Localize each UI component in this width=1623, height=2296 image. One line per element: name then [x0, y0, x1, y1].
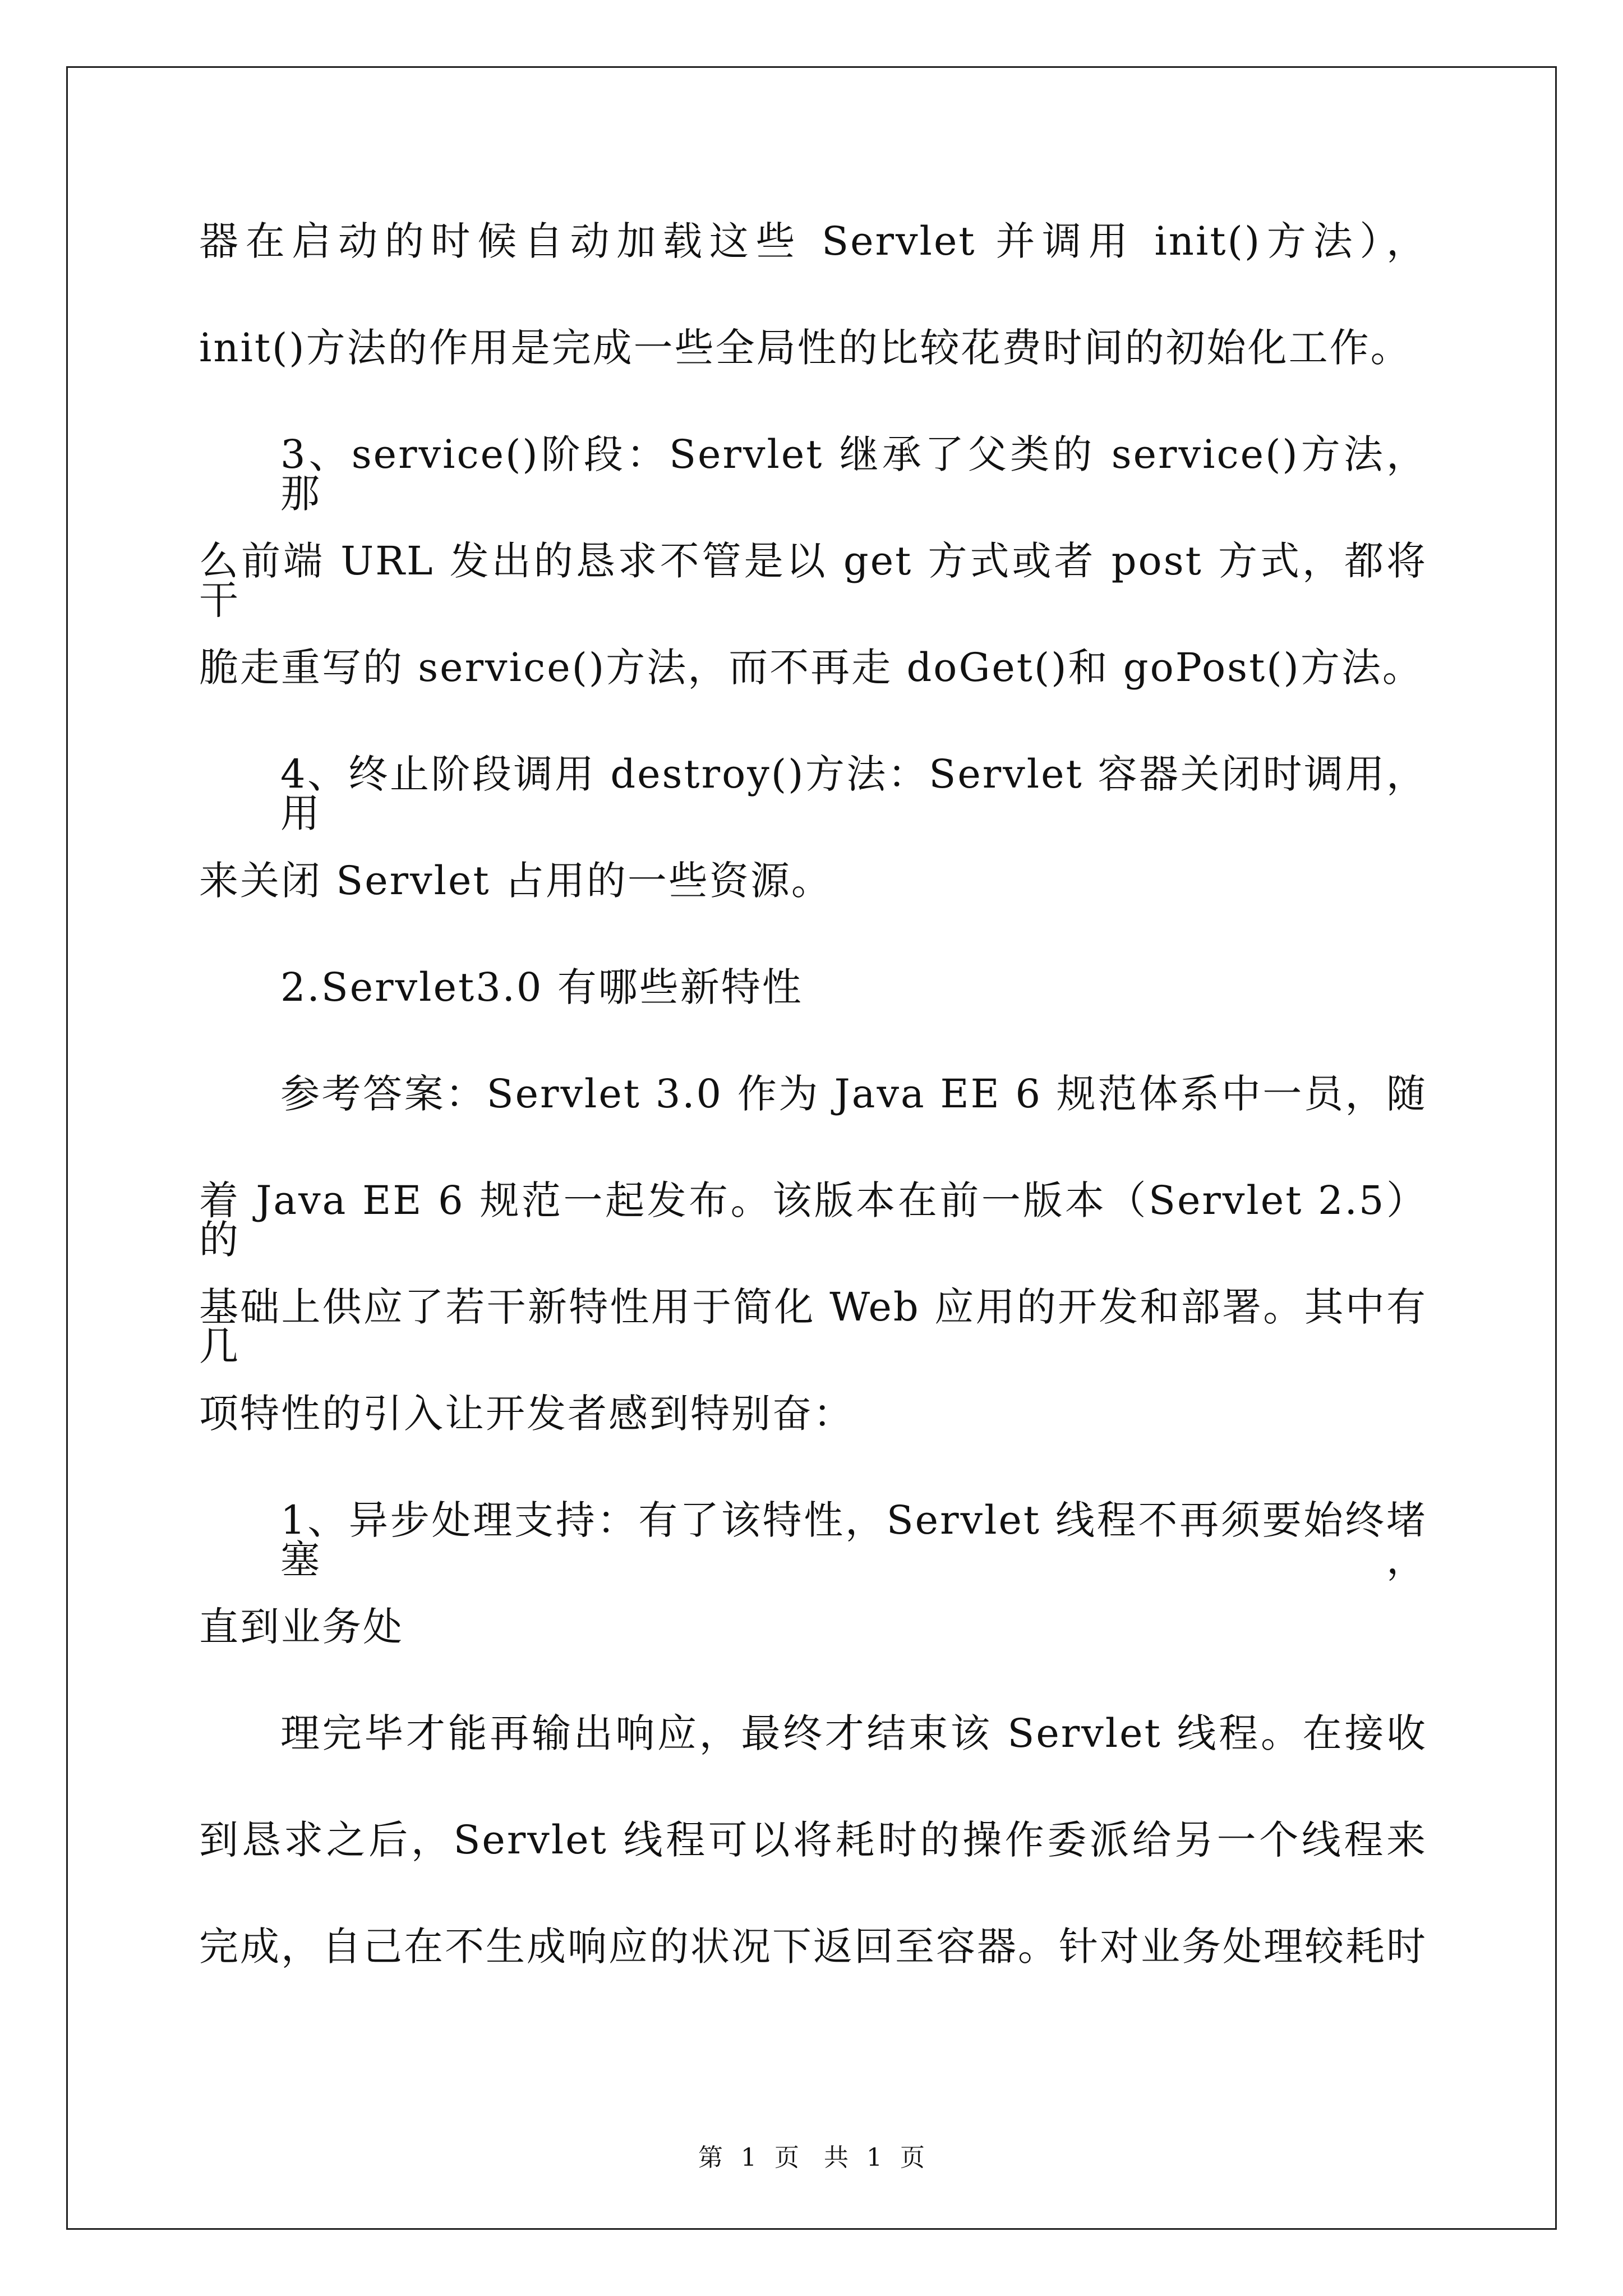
text-line: 基础上供应了若干新特性用于简化 Web 应用的开发和部署。其中有几: [199, 1284, 1427, 1369]
text-line: 理完毕才能再输出响应，最终才结束该 Servlet 线程。在接收: [280, 1710, 1427, 1756]
text-line: 3、service()阶段：Servlet 继承了父类的 service()方法，那: [280, 431, 1427, 517]
text-line: 来关闭 Servlet 占用的一些资源。: [199, 858, 832, 904]
text-line: 参考答案：Servlet 3.0 作为 Java EE 6 规范体系中一员，随: [280, 1071, 1427, 1117]
text-line: 项特性的引入让开发者感到特别奋：: [199, 1391, 854, 1437]
text-line: 着 Java EE 6 规范一起发布。该版本在前一版本（Servlet 2.5）的: [199, 1177, 1427, 1263]
text-line: 器在启动的时候自动加载这些 Servlet 并调用 init()方法），: [199, 218, 1427, 264]
text-line: 到恳求之后，Servlet 线程可以将耗时的操作委派给另一个线程来: [199, 1817, 1427, 1863]
text-line: 脆走重写的 service()方法，而不再走 doGet()和 goPost()方法。: [199, 645, 1423, 691]
text-line: 直到业务处: [199, 1604, 404, 1650]
text-line: 4、终止阶段调用 destroy()方法：Servlet 容器关闭时调用，用: [280, 751, 1427, 836]
page-border: [66, 66, 1557, 2230]
section-heading: 2.Servlet3.0 有哪些新特性: [280, 964, 803, 1010]
text-line: 1、异步处理支持：有了该特性，Servlet 线程不再须要始终堵塞，: [280, 1497, 1427, 1582]
text-line: 完成，自己在不生成响应的状况下返回至容器。针对业务处理较耗时: [199, 1924, 1427, 1970]
text-line: 么前端 URL 发出的恳求不管是以 get 方式或者 post 方式，都将干: [199, 538, 1427, 623]
text-line: init()方法的作用是完成一些全局性的比较花费时间的初始化工作。: [199, 325, 1412, 371]
page-number: 第 1 页 共 1 页: [698, 2143, 925, 2172]
